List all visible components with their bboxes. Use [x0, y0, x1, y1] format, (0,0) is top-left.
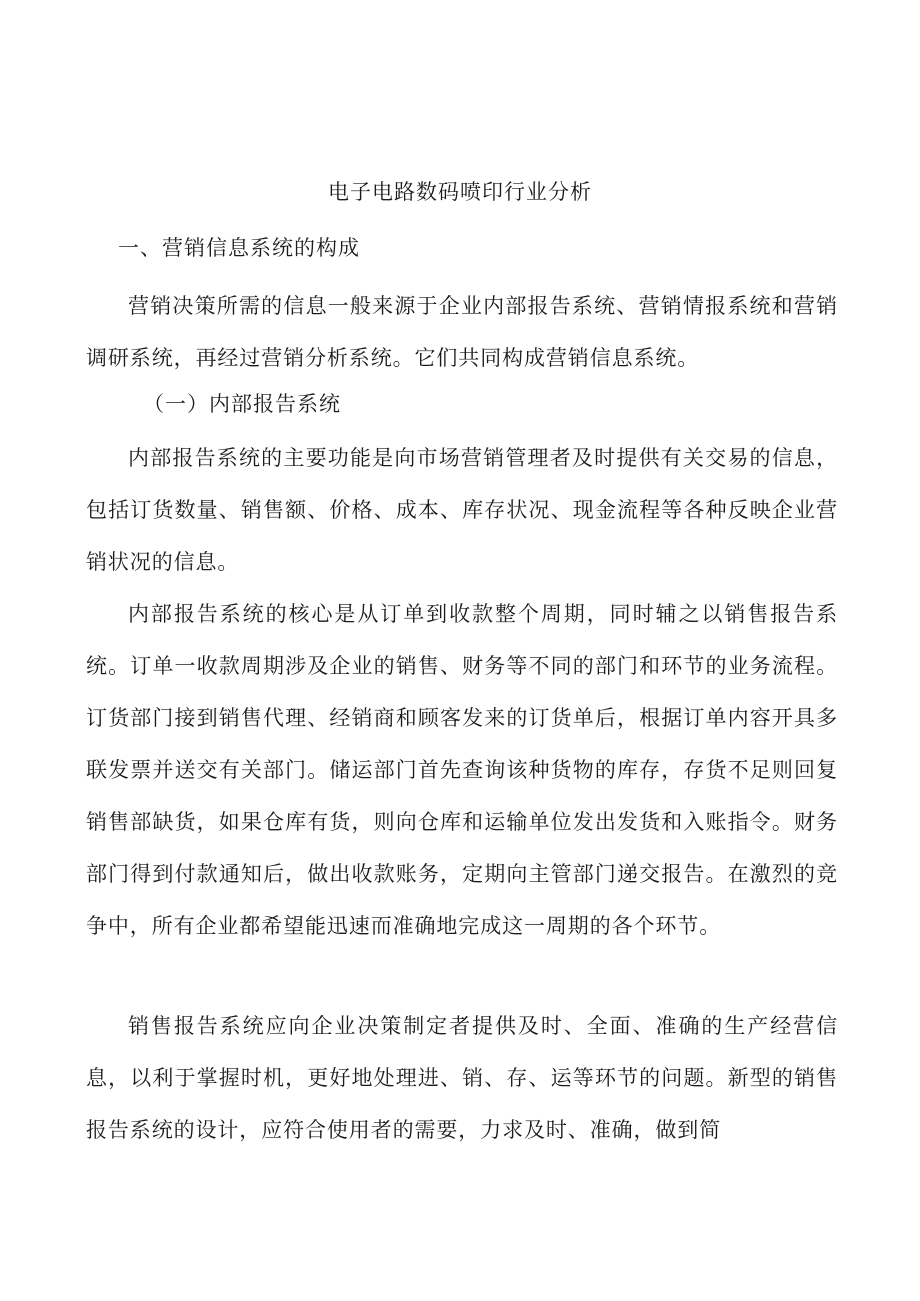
section-heading: 一、营销信息系统的构成	[118, 236, 360, 260]
paragraph-sales-report-system: 销售报告系统应向企业决策制定者提供及时、全面、准确的生产经营信息，以利于掌握时机，更好地处理进、销、存、运等环节的问题。新型的销售报告系统的设计，应符合使用者的需要，力求及时、准确，做到简	[86, 1014, 838, 1142]
subsection-heading: （一）内部报告系统	[143, 392, 341, 416]
paragraph-internal-report-function: 内部报告系统的主要功能是向市场营销管理者及时提供有关交易的信息，包括订货数量、销售额、价格、成本、库存状况、现金流程等各种反映企业营销状况的信息。	[86, 446, 838, 574]
document-title: 电子电路数码喷印行业分析	[328, 180, 592, 204]
paragraph-order-to-payment-cycle: 内部报告系统的核心是从订单到收款整个周期，同时辅之以销售报告系统。订单一收款周期涉及企业的销售、财务等不同的部门和环节的业务流程。订货部门接到销售代理、经销商和顾客发来的订货单后，根据订单内容开具多联发票并送交有关部门。储运部门首先查询该种货物的库存，存货不足则回复销售部缺货，如果仓库有货，则向仓库和运输单位发出发货和入账指令。财务部门得到付款通知后，做出收款账务，定期向主管部门递交报告。在激烈的竞争中，所有企业都希望能迅速而准确地完成这一周期的各个环节。	[86, 602, 838, 938]
paragraph-marketing-info-sources: 营销决策所需的信息一般来源于企业内部报告系统、营销情报系统和营销调研系统，再经过营销分析系统。它们共同构成营销信息系统。	[86, 294, 838, 370]
